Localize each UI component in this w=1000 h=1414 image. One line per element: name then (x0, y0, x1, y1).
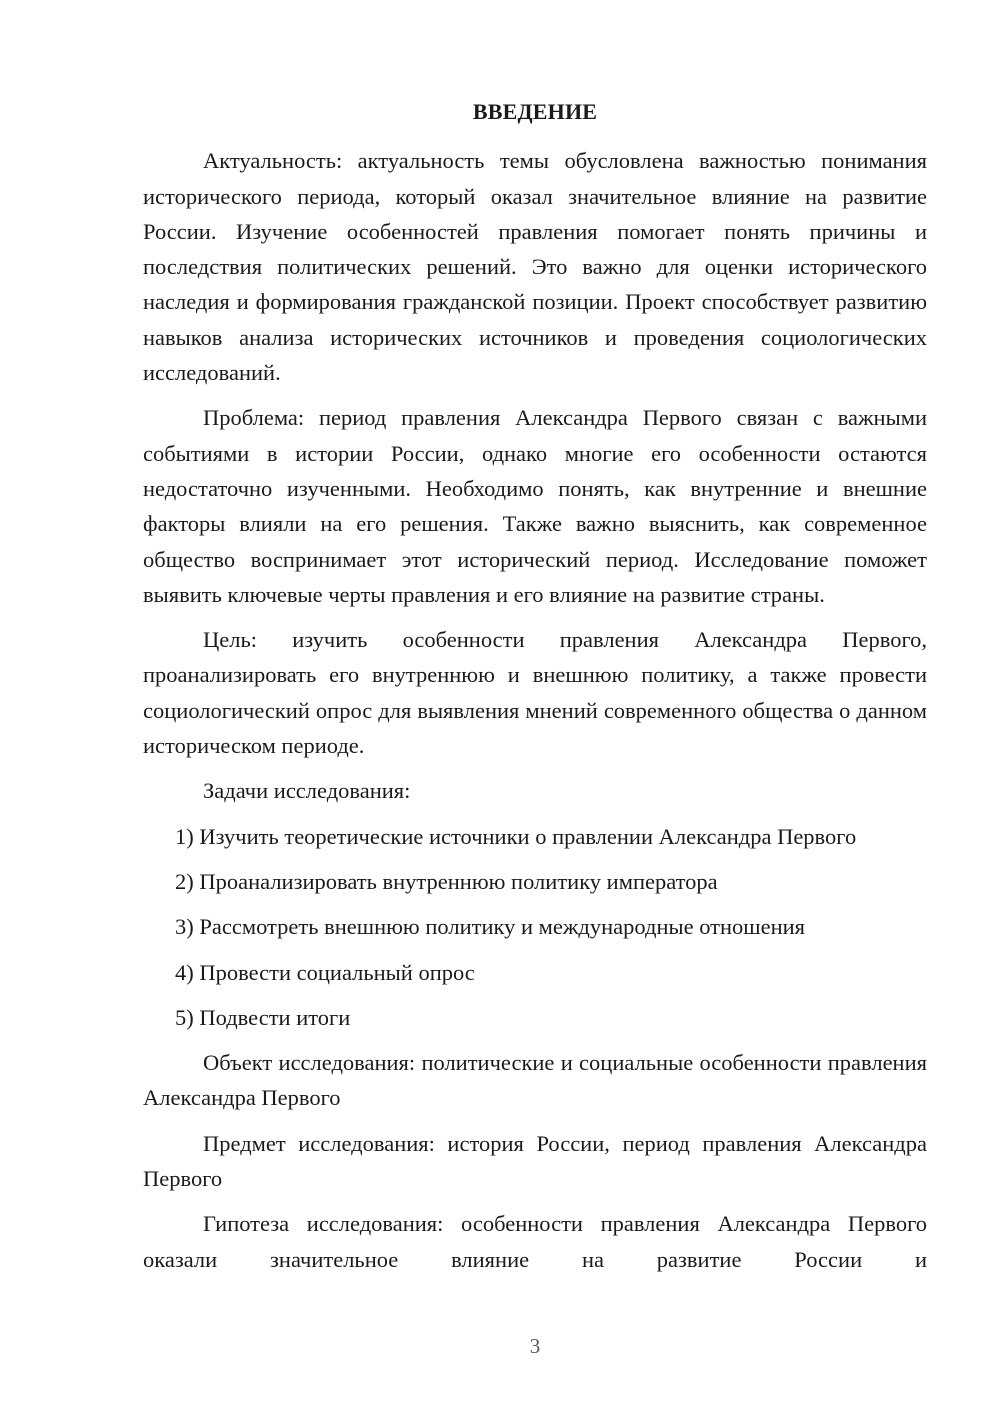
list-item: 5) Подвести итоги (175, 1004, 351, 1030)
paragraph-object: Объект исследования: политические и социальные особенности правления Александра Первого (143, 1050, 927, 1111)
list-item: 2) Проанализировать внутреннюю политику императора (175, 868, 718, 894)
tasks-list (143, 819, 927, 1035)
paragraph-hypothesis: Гипотеза исследования: особенности правления Александра Первого оказали значительное влияние на развитие России и (143, 1211, 927, 1272)
tasks-heading: Задачи исследования: (203, 778, 411, 804)
paragraph-subject: Предмет исследования: история России, период правления Александра Первого (143, 1130, 927, 1192)
document-page (143, 94, 927, 1277)
list-item: 3) Рассмотреть внешнюю политику и международные отношения (175, 914, 806, 940)
paragraph-relevance: Актуальность: актуальность темы обусловлена важностью понимания исторического периода, который оказал значительное влияние на развитие России. Изучение особенностей правления помогает понять причины и последствия политических решений. Это важно для оценки исторического наследия и формирования гражданской позиции. Проект способствует развитию навыков анализа исторических источников и проведения социологических исследований. (143, 148, 927, 386)
page-title: ВВЕДЕНИЕ (472, 99, 598, 124)
list-item: 1) Изучить теоретические источники о правлении Александра Первого (175, 823, 857, 849)
paragraph-problem: Проблема: период правления Александра Первого связан с важными событиями в истории России, однако многие его особенности остаются недостаточно изученными. Необходимо понять, как внутренние и внешние факторы влияли на его решения. Также важно выяснить, как современное общество воспринимает этот исторический период. Исследование поможет выявить ключевые черты правления и его влияние на развитие страны. (143, 405, 927, 607)
paragraph-goal: Цель: изучить особенности правления Александра Первого, проанализировать его внутреннюю и внешнюю политику, а также провести социологический опрос для выявления мнений современного общества о данном историческом периоде. (143, 627, 927, 759)
list-item: 4) Провести социальный опрос (175, 959, 475, 985)
page-number: 3 (529, 1334, 541, 1358)
